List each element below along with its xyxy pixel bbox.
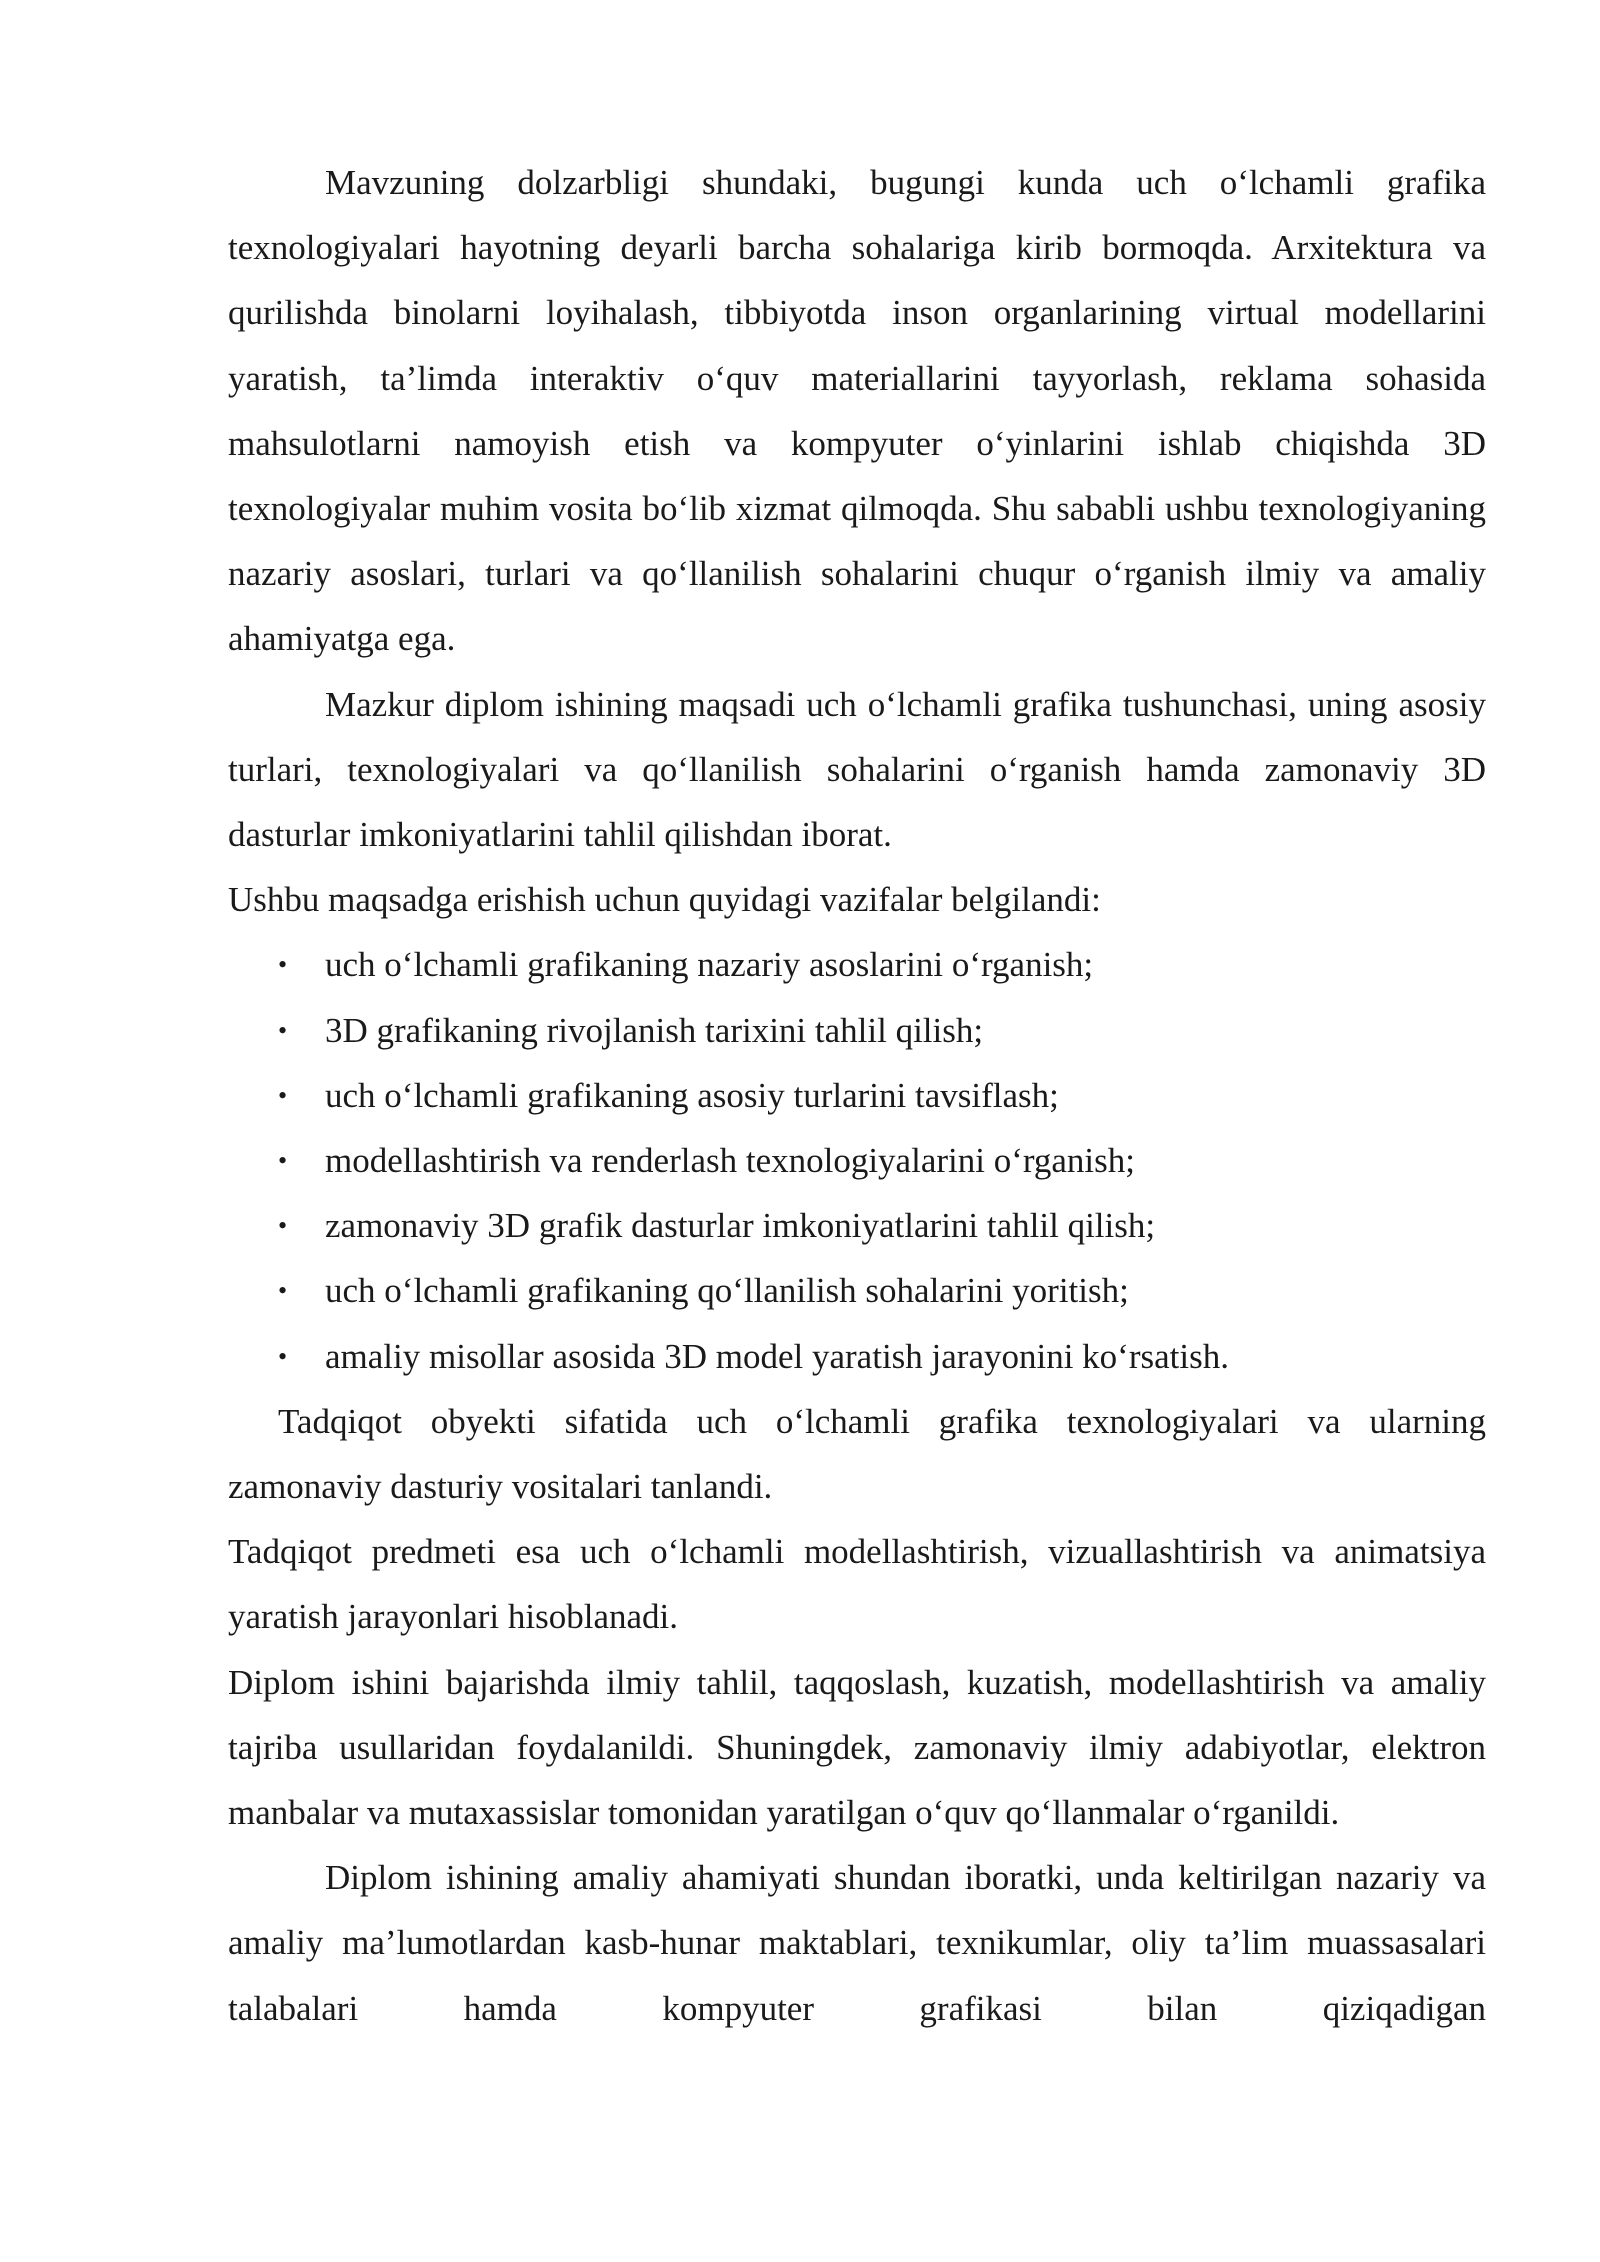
list-item	[228, 1063, 1486, 1128]
tasks-intro: Ushbu maqsadga erishish uchun quyidagi vazifalar belgilandi:	[228, 880, 1101, 920]
bullet-icon: •	[278, 1146, 288, 1176]
list-item	[228, 1324, 1486, 1389]
tasks-list	[228, 932, 1486, 1388]
paragraph-practical-significance: Diplom ishining amaliy ahamiyati shundan iboratki, unda keltirilgan nazariy va amaliy ma’lumotlardan kasb-hunar maktablari, texnikumlar, oliy ta’lim muassasalari talabalari hamda kompyuter grafikasi bilan qiziqadigan	[228, 1858, 1486, 2028]
task-text: uch o‘lchamli grafikaning qo‘llanilish sohalarini yoritish;	[325, 1271, 1129, 1311]
bullet-icon: •	[278, 1015, 288, 1045]
list-item	[228, 1258, 1486, 1323]
paragraph-relevance: Mavzuning dolzarbligi shundaki, bugungi kunda uch o‘lchamli grafika texnologiyalari hayotning deyarli barcha sohalariga kirib bormoqda. Arxitektura va qurilishda binolarni loyihalash, tibbiyotda inson organlarining virtual modellarini yaratish, ta’limda interaktiv o‘quv materiallarini tayyorlash, reklama sohasida mahsulotlarni namoyish etish va kompyuter o‘yinlarini ishlab chiqishda 3D texnologiyalar muhim vosita bo‘lib xizmat qilmoqda. Shu sababli ushbu texnologiyaning nazariy asoslari, turlari va qo‘llanilish sohalarini chuqur o‘rganish ilmiy va amaliy ahamiyatga ega.	[228, 163, 1486, 659]
task-text: 3D grafikaning rivojlanish tarixini tahlil qilish;	[325, 1010, 984, 1050]
document-page	[228, 150, 1486, 2041]
paragraph-research-subject: Tadqiqot predmeti esa uch o‘lchamli modellashtirish, vizuallashtirish va animatsiya yaratish jarayonlari hisoblanadi.	[228, 1532, 1486, 1637]
bullet-icon: •	[278, 1211, 288, 1241]
bullet-icon: •	[278, 1341, 288, 1371]
task-text: zamonaviy 3D grafik dasturlar imkoniyatlarini tahlil qilish;	[325, 1206, 1156, 1246]
list-item	[228, 1193, 1486, 1258]
bullet-icon: •	[278, 950, 288, 980]
paragraph-goal: Mazkur diplom ishining maqsadi uch o‘lchamli grafika tushunchasi, uning asosiy turlari, texnologiyalari va qo‘llanilish sohalarini o‘rganish hamda zamonaviy 3D dasturlar imkoniyatlarini tahlil qilishdan iborat.	[228, 684, 1486, 855]
task-text: uch o‘lchamli grafikaning nazariy asoslarini o‘rganish;	[325, 945, 1094, 985]
task-text: uch o‘lchamli grafikaning asosiy turlarini tavsiflash;	[325, 1075, 1059, 1115]
task-text: modellashtirish va renderlash texnologiyalarini o‘rganish;	[325, 1141, 1135, 1181]
task-text: amaliy misollar asosida 3D model yaratish jarayonini ko‘rsatish.	[325, 1336, 1229, 1376]
list-item	[228, 932, 1486, 997]
list-item	[228, 1128, 1486, 1193]
bullet-icon: •	[278, 1080, 288, 1110]
list-item	[228, 998, 1486, 1063]
paragraph-research-object: Tadqiqot obyekti sifatida uch o‘lchamli grafika texnologiyalari va ularning zamonaviy dasturiy vositalari tanlandi.	[228, 1401, 1486, 1507]
bullet-icon: •	[278, 1276, 288, 1306]
paragraph-methods: Diplom ishini bajarishda ilmiy tahlil, taqqoslash, kuzatish, modellashtirish va amaliy tajriba usullaridan foydalanildi. Shuningdek, zamonaviy ilmiy adabiyotlar, elektron manbalar va mutaxassislar tomonidan yaratilgan o‘quv qo‘llanmalar o‘rganildi.	[228, 1662, 1486, 1833]
